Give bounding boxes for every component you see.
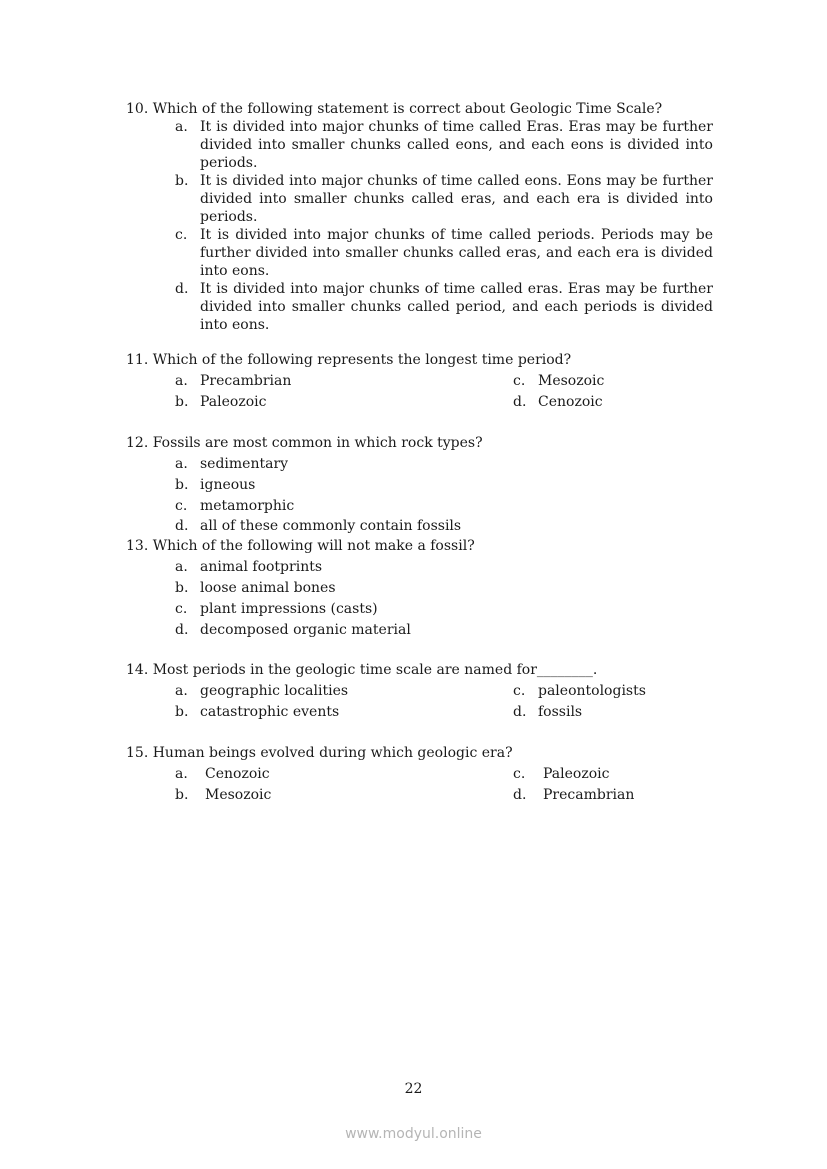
option-text: decomposed organic material [200, 622, 411, 638]
option-text: It is divided into major chunks of time called eons. Eons may be further divided into smaller chunks called eras, and each era is divided into periods. [200, 173, 713, 225]
option-letter: d. [175, 622, 189, 638]
watermark: www.modyul.online [345, 1126, 482, 1142]
option-text: Paleozoic [200, 394, 267, 410]
option-letter: d. [513, 704, 527, 720]
option-letter: a. [175, 119, 188, 135]
option-text: It is divided into major chunks of time called eras. Eras may be further divided into smaller chunks called period, and each periods is divided into eons. [200, 281, 713, 333]
option-text: all of these commonly contain fossils [200, 518, 462, 534]
option-letter: d. [175, 281, 189, 297]
option-letter: c. [175, 498, 188, 514]
option-letter: a. [175, 766, 188, 782]
question-12: 12. Fossils are most common in which rock types? [126, 435, 483, 451]
option-letter: a. [175, 559, 188, 575]
option-text: animal footprints [200, 559, 323, 575]
option-text: fossils [538, 704, 583, 720]
question-11: 11. Which of the following represents the longest time period? [126, 352, 572, 368]
option-text: Mesozoic [538, 373, 605, 389]
option-letter: b. [175, 787, 189, 803]
option-letter: c. [513, 683, 526, 699]
option-text: loose animal bones [200, 580, 336, 596]
option-text: metamorphic [200, 498, 295, 514]
option-text: geographic localities [200, 683, 349, 699]
option-letter: b. [175, 580, 189, 596]
option-letter: b. [175, 173, 189, 189]
option-letter: c. [513, 766, 526, 782]
option-letter: d. [513, 394, 527, 410]
page-number: 22 [404, 1081, 423, 1097]
option-letter: c. [175, 601, 188, 617]
option-letter: b. [175, 394, 189, 410]
question-14: 14. Most periods in the geologic time scale are named for________. [126, 662, 598, 678]
option-text: catastrophic events [200, 704, 340, 720]
option-text: Cenozoic [205, 766, 270, 782]
option-letter: d. [513, 787, 527, 803]
option-text: paleontologists [538, 683, 646, 699]
option-letter: c. [175, 227, 188, 243]
option-text: igneous [200, 477, 256, 493]
question-15: 15. Human beings evolved during which geologic era? [126, 745, 513, 761]
option-text: It is divided into major chunks of time called Eras. Eras may be further divided into smaller chunks called eons, and each eons is divided into periods. [200, 119, 713, 171]
option-text: Precambrian [543, 787, 635, 803]
option-letter: a. [175, 373, 188, 389]
option-letter: a. [175, 456, 188, 472]
option-text: plant impressions (casts) [200, 601, 378, 617]
option-letter: a. [175, 683, 188, 699]
option-letter: b. [175, 477, 189, 493]
option-text: Cenozoic [538, 394, 603, 410]
option-text: Precambrian [200, 373, 292, 389]
option-text: sedimentary [200, 456, 289, 472]
option-text: Mesozoic [205, 787, 272, 803]
option-text: It is divided into major chunks of time called periods. Periods may be further divided into smaller chunks called eras, and each era is divided into eons. [200, 227, 713, 279]
option-letter: c. [513, 373, 526, 389]
question-10: 10. Which of the following statement is correct about Geologic Time Scale? [126, 101, 663, 117]
question-13: 13. Which of the following will not make a fossil? [126, 538, 475, 554]
option-letter: d. [175, 518, 189, 534]
option-text: Paleozoic [543, 766, 610, 782]
option-letter: b. [175, 704, 189, 720]
